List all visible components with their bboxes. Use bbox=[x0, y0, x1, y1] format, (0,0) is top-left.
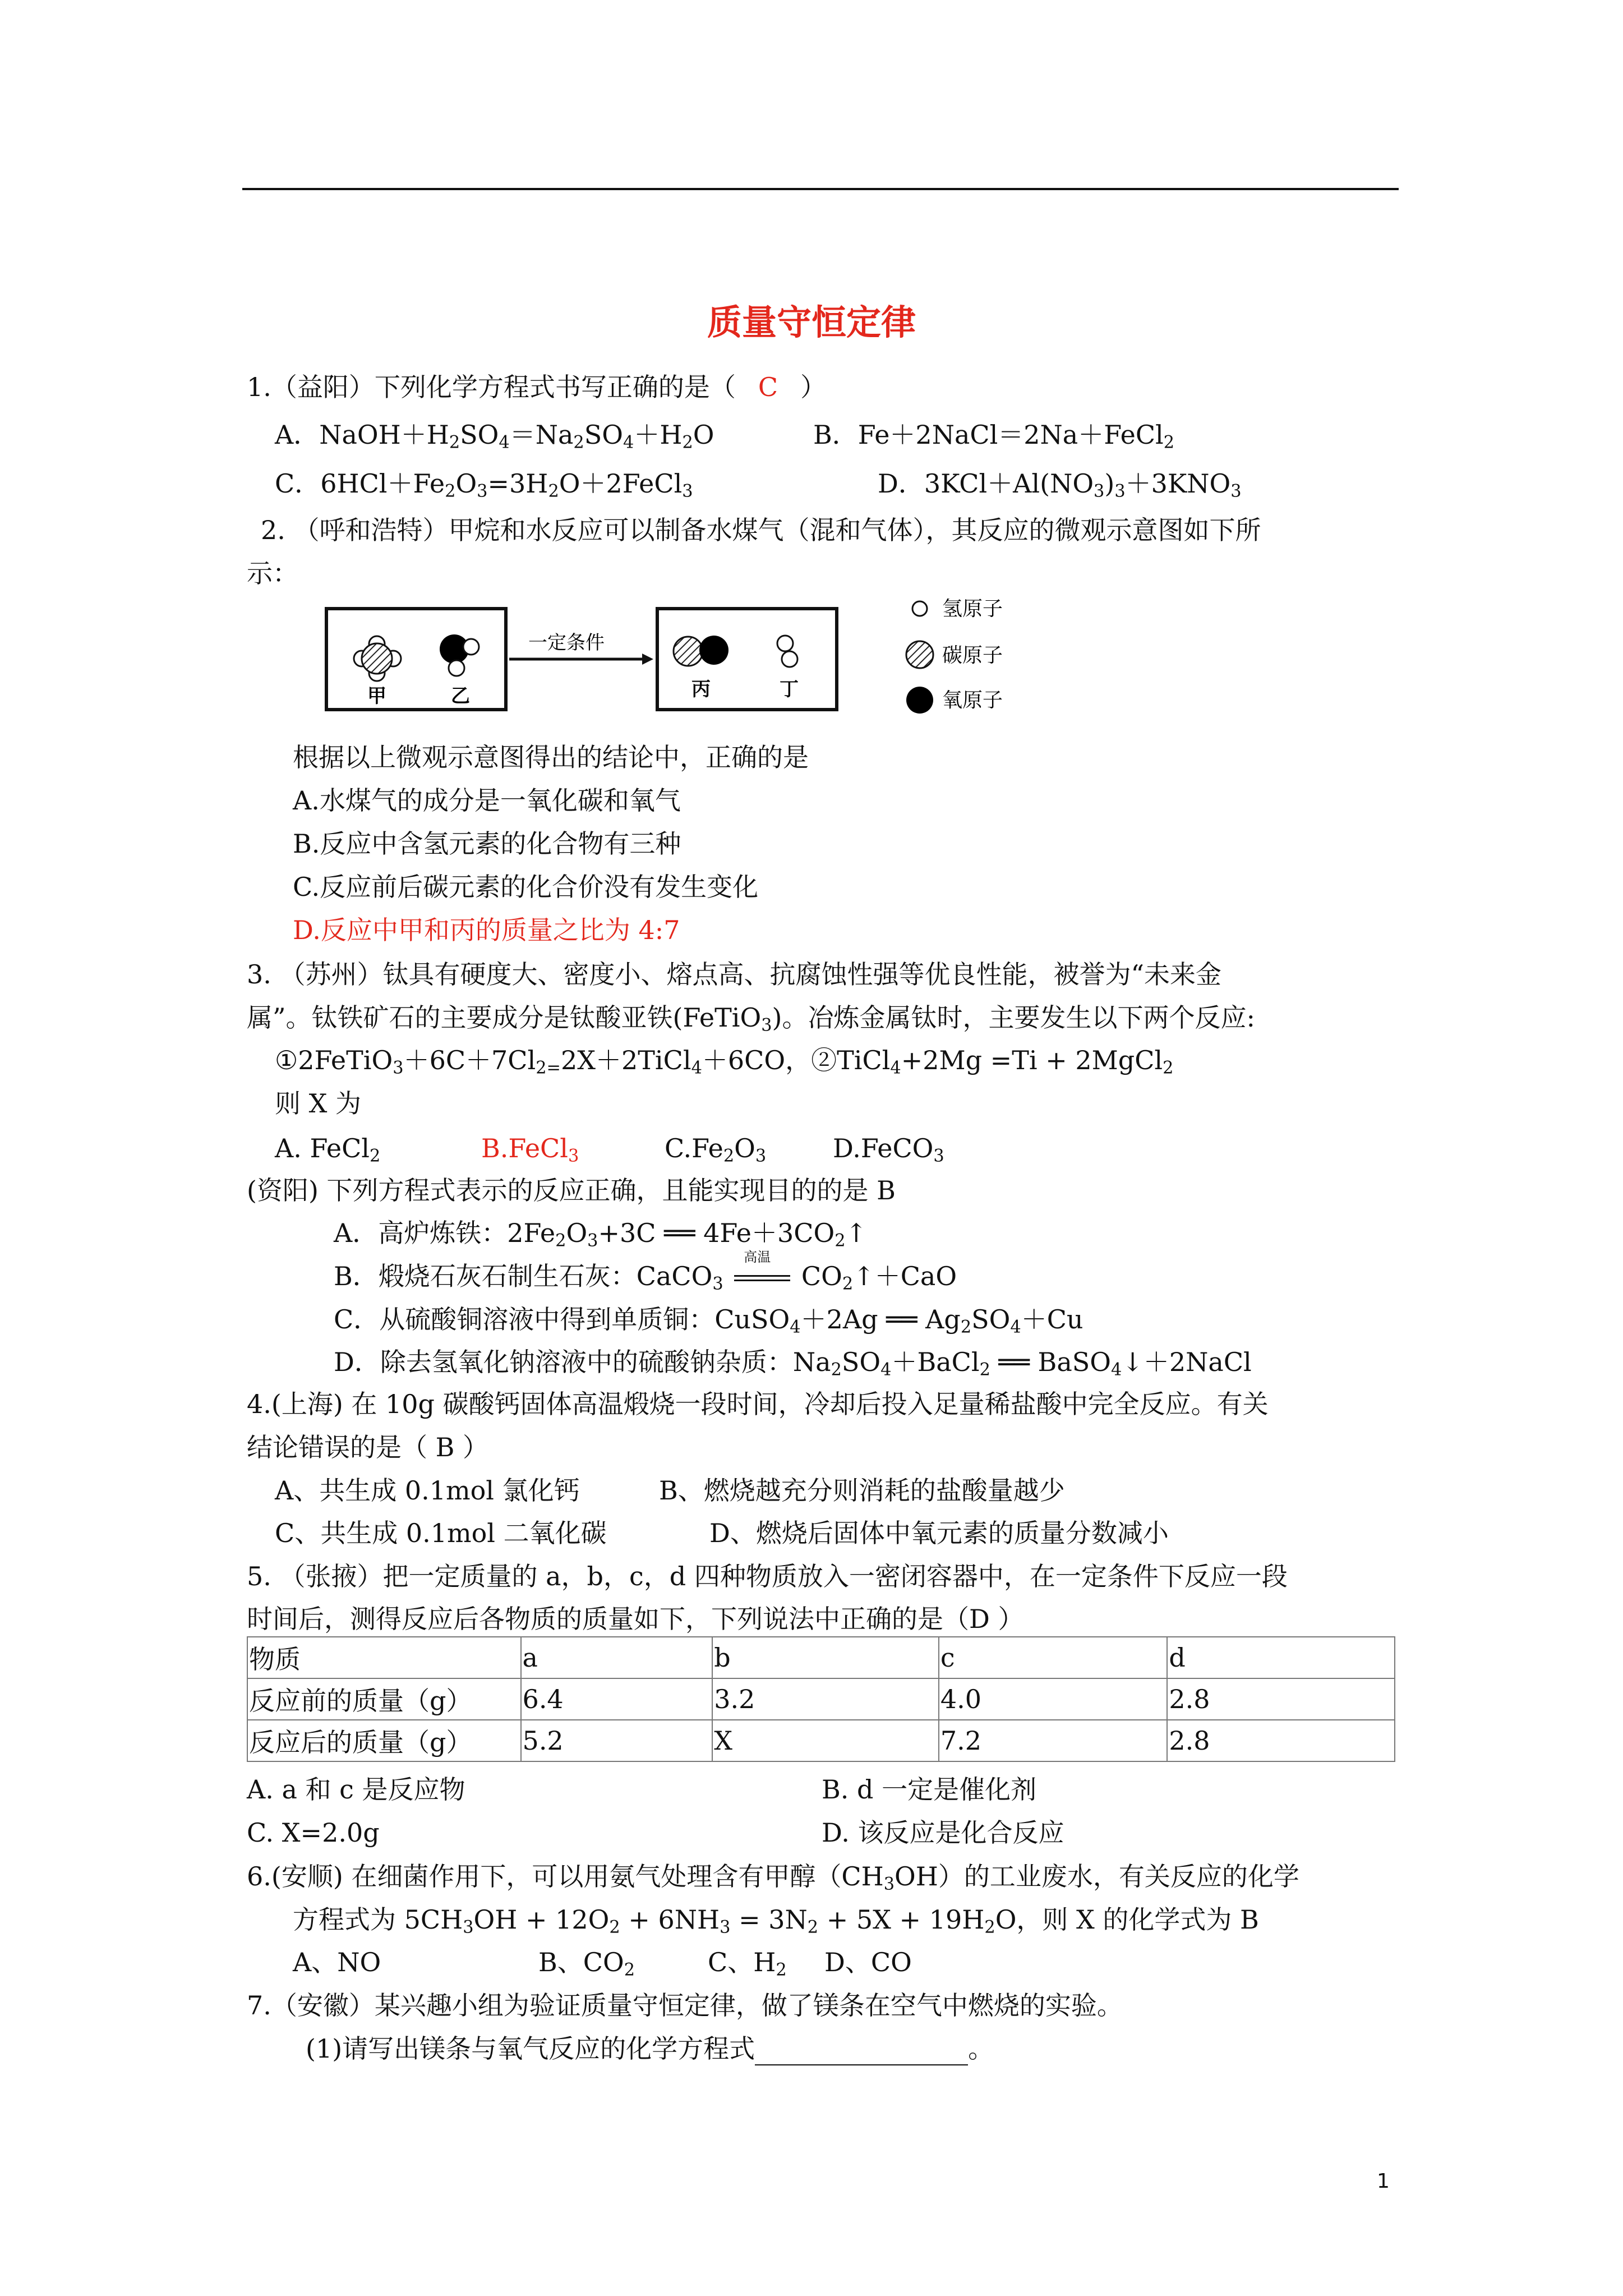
q6-option-c: C、$H_2$ bbox=[708, 1947, 787, 1980]
page-number: 1 bbox=[1377, 2170, 1390, 2193]
q6-option-b: B、$CO_2$ bbox=[538, 1947, 635, 1980]
table-cell: b bbox=[712, 1637, 939, 1678]
reaction-diagram bbox=[314, 586, 1054, 732]
q5-option-a: A. a 和 c 是反应物 bbox=[247, 1774, 465, 1805]
q3b-option-d: D．除去氢氧化钠溶液中的硫酸钠杂质：$Na_2SO_4+BaCl_2$ ══ BaSO$_4$↓＋2NaCl bbox=[334, 1347, 1252, 1380]
table-cell: X bbox=[712, 1720, 939, 1761]
q2-option-a: A.水煤气的成分是一氧化碳和氧气 bbox=[293, 785, 681, 816]
condition-label: 高温 bbox=[744, 1249, 771, 1265]
q1-stem: 1.（益阳）下列化学方程式书写正确的是（ C ） bbox=[247, 372, 827, 402]
header-rule bbox=[242, 188, 1399, 190]
q3-option-b: B.FeCl$_3$ bbox=[481, 1133, 579, 1166]
table-cell: 2.8 bbox=[1167, 1720, 1395, 1761]
table-header-row bbox=[247, 1637, 1395, 1678]
page-title: 质量守恒定律 bbox=[707, 302, 916, 343]
label-yi: 乙 bbox=[451, 685, 470, 707]
arrow-label: 一定条件 bbox=[528, 632, 605, 654]
legend-carbon-icon bbox=[906, 641, 933, 668]
legend-oxygen-icon bbox=[906, 687, 933, 714]
legend-hydrogen-icon bbox=[912, 601, 927, 616]
q3-stem-line1: 3. （苏州）钛具有硬度大、密度小、熔点高、抗腐蚀性强等优良性能，被誉为“未来金 bbox=[247, 959, 1222, 990]
label-ding: 丁 bbox=[780, 678, 799, 701]
table-cell: 3.2 bbox=[712, 1678, 939, 1720]
q3b-stem: (资阳) 下列方程式表示的反应正确，且能实现目的的是 B bbox=[247, 1175, 896, 1205]
table-cell: 2.8 bbox=[1167, 1678, 1395, 1720]
q7-sub1: (1)请写出镁条与氧气反应的化学方程式 。 bbox=[306, 2032, 994, 2065]
q4-option-c: C、共生成 0.1mol 二氧化碳 bbox=[275, 1518, 607, 1548]
q3-option-a: A. FeCl$_2$ bbox=[275, 1133, 381, 1166]
q2-question: 根据以上微观示意图得出的结论中，正确的是 bbox=[293, 742, 809, 772]
q4-option-b: B、燃烧越充分则消耗的盐酸量越少 bbox=[659, 1475, 1065, 1506]
q5-stem-line2: 时间后，测得反应后各物质的质量如下，下列说法中正确的是（D ） bbox=[247, 1604, 1024, 1634]
q7-stem: 7.（安徽）某兴趣小组为验证质量守恒定律，做了镁条在空气中燃烧的实验。 bbox=[247, 1990, 1123, 2021]
q5-option-c: C. X=2.0g bbox=[247, 1818, 380, 1848]
table-cell: c bbox=[939, 1637, 1168, 1678]
mass-table bbox=[247, 1636, 1395, 1762]
q1-option-a: A．$NaOH+H_2SO_4=Na_2SO_4+H_2O$ bbox=[275, 420, 714, 453]
q2-stem-line1: 2. （呼和浩特）甲烷和水反应可以制备水煤气（混和气体），其反应的微观示意图如下所 bbox=[261, 515, 1261, 545]
table-cell: 4.0 bbox=[939, 1678, 1168, 1720]
q2-option-d: D.反应中甲和丙的质量之比为 4:7 bbox=[293, 915, 680, 945]
svg-text:氢原子: 氢原子 bbox=[942, 597, 1003, 620]
table-cell: a bbox=[521, 1637, 713, 1678]
q1-option-c: C．$6HCl+Fe_2O_3=3H_2O+2FeCl_3$ bbox=[275, 468, 693, 501]
q4-stem-line2: 结论错误的是（ B ） bbox=[247, 1432, 489, 1462]
table-row bbox=[247, 1720, 1395, 1761]
q2-option-b: B.反应中含氢元素的化合物有三种 bbox=[293, 829, 681, 859]
q3b-option-c: C．从硫酸铜溶液中得到单质铜：CuSO$_4$＋2Ag ══ $Ag_2SO_4+Cu$ bbox=[334, 1304, 1083, 1337]
q5-option-d: D. 该反应是化合反应 bbox=[822, 1818, 1064, 1848]
q6-option-d: D、CO bbox=[824, 1947, 912, 1977]
q1-option-d: D．$3KCl+Al(NO_3)_3+3KNO_3$ bbox=[878, 468, 1242, 501]
q1-option-b: B．Fe＋2NaCl＝2Na＋FeCl$_2$ bbox=[813, 420, 1175, 453]
table-cell: d bbox=[1167, 1637, 1395, 1678]
q2-stem-line2: 示： bbox=[247, 558, 298, 588]
answer-blank bbox=[755, 2040, 968, 2065]
label-bing: 丙 bbox=[691, 678, 711, 701]
q5-option-b: B. d 一定是催化剂 bbox=[822, 1774, 1037, 1805]
table-row bbox=[247, 1678, 1395, 1720]
q4-stem-line1: 4.(上海) 在 10g 碳酸钙固体高温煅烧一段时间，冷却后投入足量稀盐酸中完全反应。有关 bbox=[247, 1389, 1269, 1419]
table-cell: 7.2 bbox=[939, 1720, 1168, 1761]
table-cell: 反应后的质量（g） bbox=[247, 1720, 521, 1761]
label-jia: 甲 bbox=[367, 685, 386, 707]
svg-text:氧原子: 氧原子 bbox=[942, 689, 1003, 712]
q3-option-c: $C.Fe_2O_3$ bbox=[665, 1133, 767, 1166]
q3-stem-line2: 属”。钛铁矿石的主要成分是钛酸亚铁(FeTiO$_3$)。冶炼金属钛时，主要发生以下两个反应: bbox=[247, 1002, 1255, 1036]
q3b-option-b: B．煅烧石灰石制生石灰：CaCO$_3$ 高温 $CO_2↑+CaO$ bbox=[334, 1249, 957, 1294]
q4-option-a: A、共生成 0.1mol 氯化钙 bbox=[275, 1475, 580, 1506]
legend bbox=[906, 597, 1003, 714]
q3b-option-a: A．高炉炼铁：$2Fe_2O_3+3C$ ══ $4Fe+3CO_2↑$ bbox=[334, 1218, 868, 1251]
q4-option-d: D、燃烧后固体中氧元素的质量分数减小 bbox=[709, 1518, 1169, 1548]
table-cell: 反应前的质量（g） bbox=[247, 1678, 521, 1720]
q5-stem-line1: 5. （张掖）把一定质量的 a，b，c，d 四种物质放入一密闭容器中，在一定条件下反应一段 bbox=[247, 1561, 1288, 1591]
table-cell: 5.2 bbox=[521, 1720, 713, 1761]
q1-answer: C bbox=[758, 372, 778, 402]
q6-stem-line2: 方程式为 $5CH_3OH + 12O_2 + 6NH_3 = 3N_2 + 5X + 19H_2O$，则 X 的化学式为 B bbox=[293, 1904, 1259, 1938]
q3-equations: $①2FeTiO_3+6C+7Cl_{2=}2X+2TiCl_4+6CO$，②TiCl$_4$+2Mg =Ti + 2MgCl$_2$ bbox=[275, 1045, 1174, 1078]
q3-option-d: D.FeCO$_3$ bbox=[833, 1133, 944, 1166]
q2-option-c: C.反应前后碳元素的化合价没有发生变化 bbox=[293, 872, 759, 902]
q3-ask: 则 X 为 bbox=[275, 1088, 361, 1119]
table-cell: 6.4 bbox=[521, 1678, 713, 1720]
q6-option-a: A、NO bbox=[293, 1947, 381, 1977]
table-cell: 物质 bbox=[247, 1637, 521, 1678]
q6-stem-line1: 6.(安顺) 在细菌作用下，可以用氨气处理含有甲醇$(CH_3OH)$的工业废水，有关反应的化学 bbox=[247, 1861, 1299, 1894]
svg-text:碳原子: 碳原子 bbox=[942, 644, 1003, 667]
